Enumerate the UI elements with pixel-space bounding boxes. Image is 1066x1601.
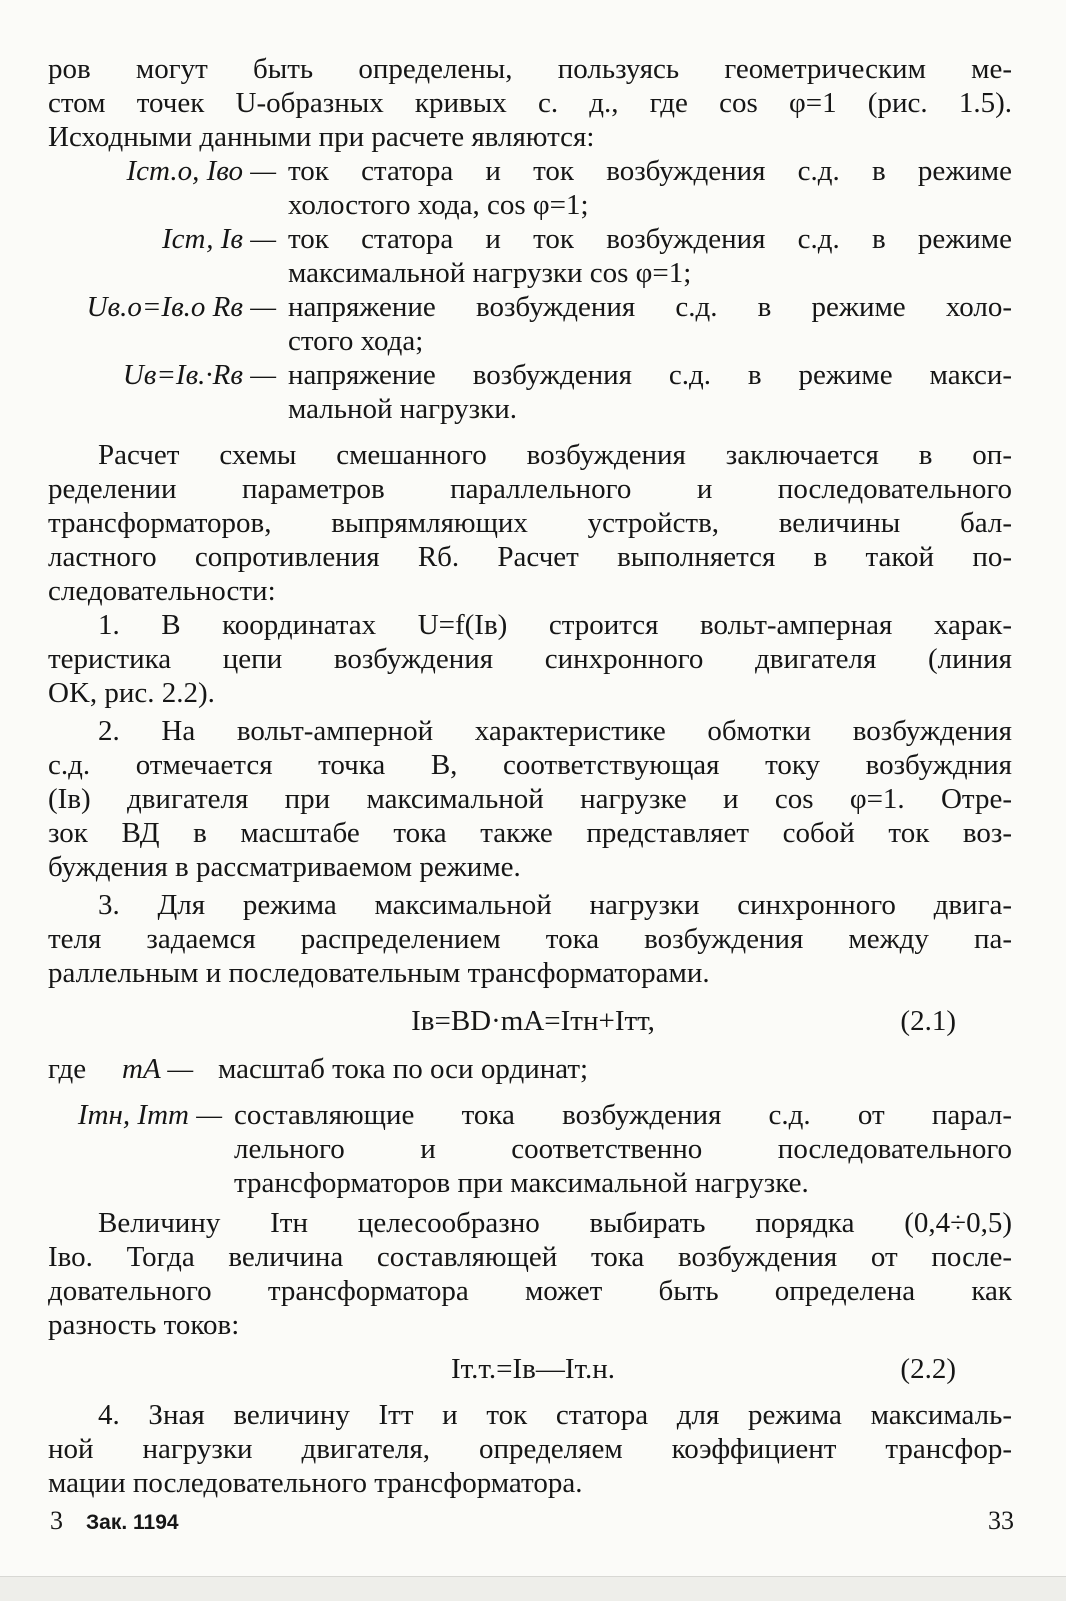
definition-text: напряжение возбуждения с.д. в режиме холо- — [288, 291, 1012, 323]
step-line: 2. На вольт-амперной характеристике обмотки возбуждения — [98, 715, 1012, 747]
definition-symbol: Uв.о=Iв.о Rв — — [86, 291, 276, 323]
step-line: ной нагрузки двигателя, определяем коэффициент трансфор- — [48, 1433, 1012, 1465]
paragraph-line: ластного сопротивления Rб. Расчет выполняется в такой по- — [48, 541, 1012, 573]
paragraph-line: следовательности: — [48, 575, 276, 607]
step-line: OK, рис. 2.2). — [48, 677, 215, 709]
step-line: мации последовательного трансформатора. — [48, 1467, 583, 1499]
step-line: теристика цепи возбуждения синхронного двигателя (линия — [48, 643, 1012, 675]
step-line: (Iв) двигателя при максимальной нагрузке и cos φ=1. Отре- — [48, 783, 1012, 815]
page-bottom-edge — [0, 1576, 1066, 1601]
step-line: 4. Зная величину Iтт и ток статора для режима максималь- — [98, 1399, 1012, 1431]
paragraph-line: Расчет схемы смешанного возбуждения заключается в оп- — [98, 439, 1012, 471]
definition-symbol: Iтн, Iтт — — [77, 1099, 222, 1131]
paragraph-line: ределении параметров параллельного и последовательного — [48, 473, 1012, 505]
step-line: теля задаемся распределением тока возбуждения между па- — [48, 923, 1012, 955]
definition-text: ток статора и ток возбуждения с.д. в режиме — [288, 223, 1012, 255]
definition-text: составляющие тока возбуждения с.д. от парал- — [234, 1099, 1012, 1131]
step-line: раллельным и последовательным трансформаторами. — [48, 957, 710, 989]
definition-text: мальной нагрузки. — [288, 393, 517, 425]
definition-symbol: Iст, Iв — — [162, 223, 276, 255]
definition-symbol: mA — — [122, 1053, 194, 1085]
definition-text: холостого хода, cos φ=1; — [288, 189, 589, 221]
step-line: с.д. отмечается точка B, соответствующая току возбуждния — [48, 749, 1012, 781]
definition-text: масштаб тока по оси ординат; — [218, 1053, 589, 1085]
paragraph-line: довательного трансформатора может быть определена как — [48, 1275, 1012, 1307]
equation-number: (2.1) — [900, 1005, 956, 1037]
where-label: где — [48, 1053, 87, 1085]
order-number: Зак. 1194 — [86, 1511, 179, 1534]
equation-number: (2.2) — [900, 1353, 956, 1385]
step-line: 1. В координатах U=f(Iв) строится вольт-амперная харак- — [98, 609, 1012, 641]
definition-symbol: Uв=Iв.·Rв — — [122, 359, 276, 391]
definition-text: трансформаторов при максимальной нагрузке. — [234, 1167, 809, 1199]
paragraph-line: разность токов: — [48, 1309, 240, 1341]
definition-symbol: Iст.о, Iво — — [126, 155, 276, 187]
step-line: буждения в рассматриваемом режиме. — [48, 851, 521, 883]
page-number: 33 — [988, 1506, 1014, 1535]
definition-text: стого хода; — [288, 325, 424, 357]
text-line: стом точек U-образных кривых с. д., где cos φ=1 (рис. 1.5). — [48, 87, 1012, 119]
step-line: 3. Для режима максимальной нагрузки синхронного двига- — [98, 889, 1012, 921]
definition-text: максимальной нагрузки cos φ=1; — [288, 257, 692, 289]
signature-mark: 3 — [50, 1506, 63, 1535]
definition-text: лельного и соответственно последовательного — [234, 1133, 1012, 1165]
equation-2-1: Iв=BD·mA=Iтн+Iтт, — [411, 1005, 655, 1037]
equation-2-2: Iт.т.=Iв—Iт.н. — [450, 1353, 616, 1385]
paragraph-line: трансформаторов, выпрямляющих устройств, величины бал- — [48, 507, 1012, 539]
text-line: Исходными данными при расчете являются: — [48, 121, 595, 153]
step-line: зок ВД в масштабе тока также представляет собой ток воз- — [48, 817, 1012, 849]
paragraph-line: Iво. Тогда величина составляющей тока возбуждения от после- — [48, 1241, 1012, 1273]
definition-text: ток статора и ток возбуждения с.д. в режиме — [288, 155, 1012, 187]
paragraph-line: Величину Iтн целесообразно выбирать порядка (0,4÷0,5) — [98, 1207, 1012, 1239]
text-line: ров могут быть определены, пользуясь геометрическим ме- — [48, 53, 1012, 85]
definition-text: напряжение возбуждения с.д. в режиме макси- — [288, 359, 1012, 391]
